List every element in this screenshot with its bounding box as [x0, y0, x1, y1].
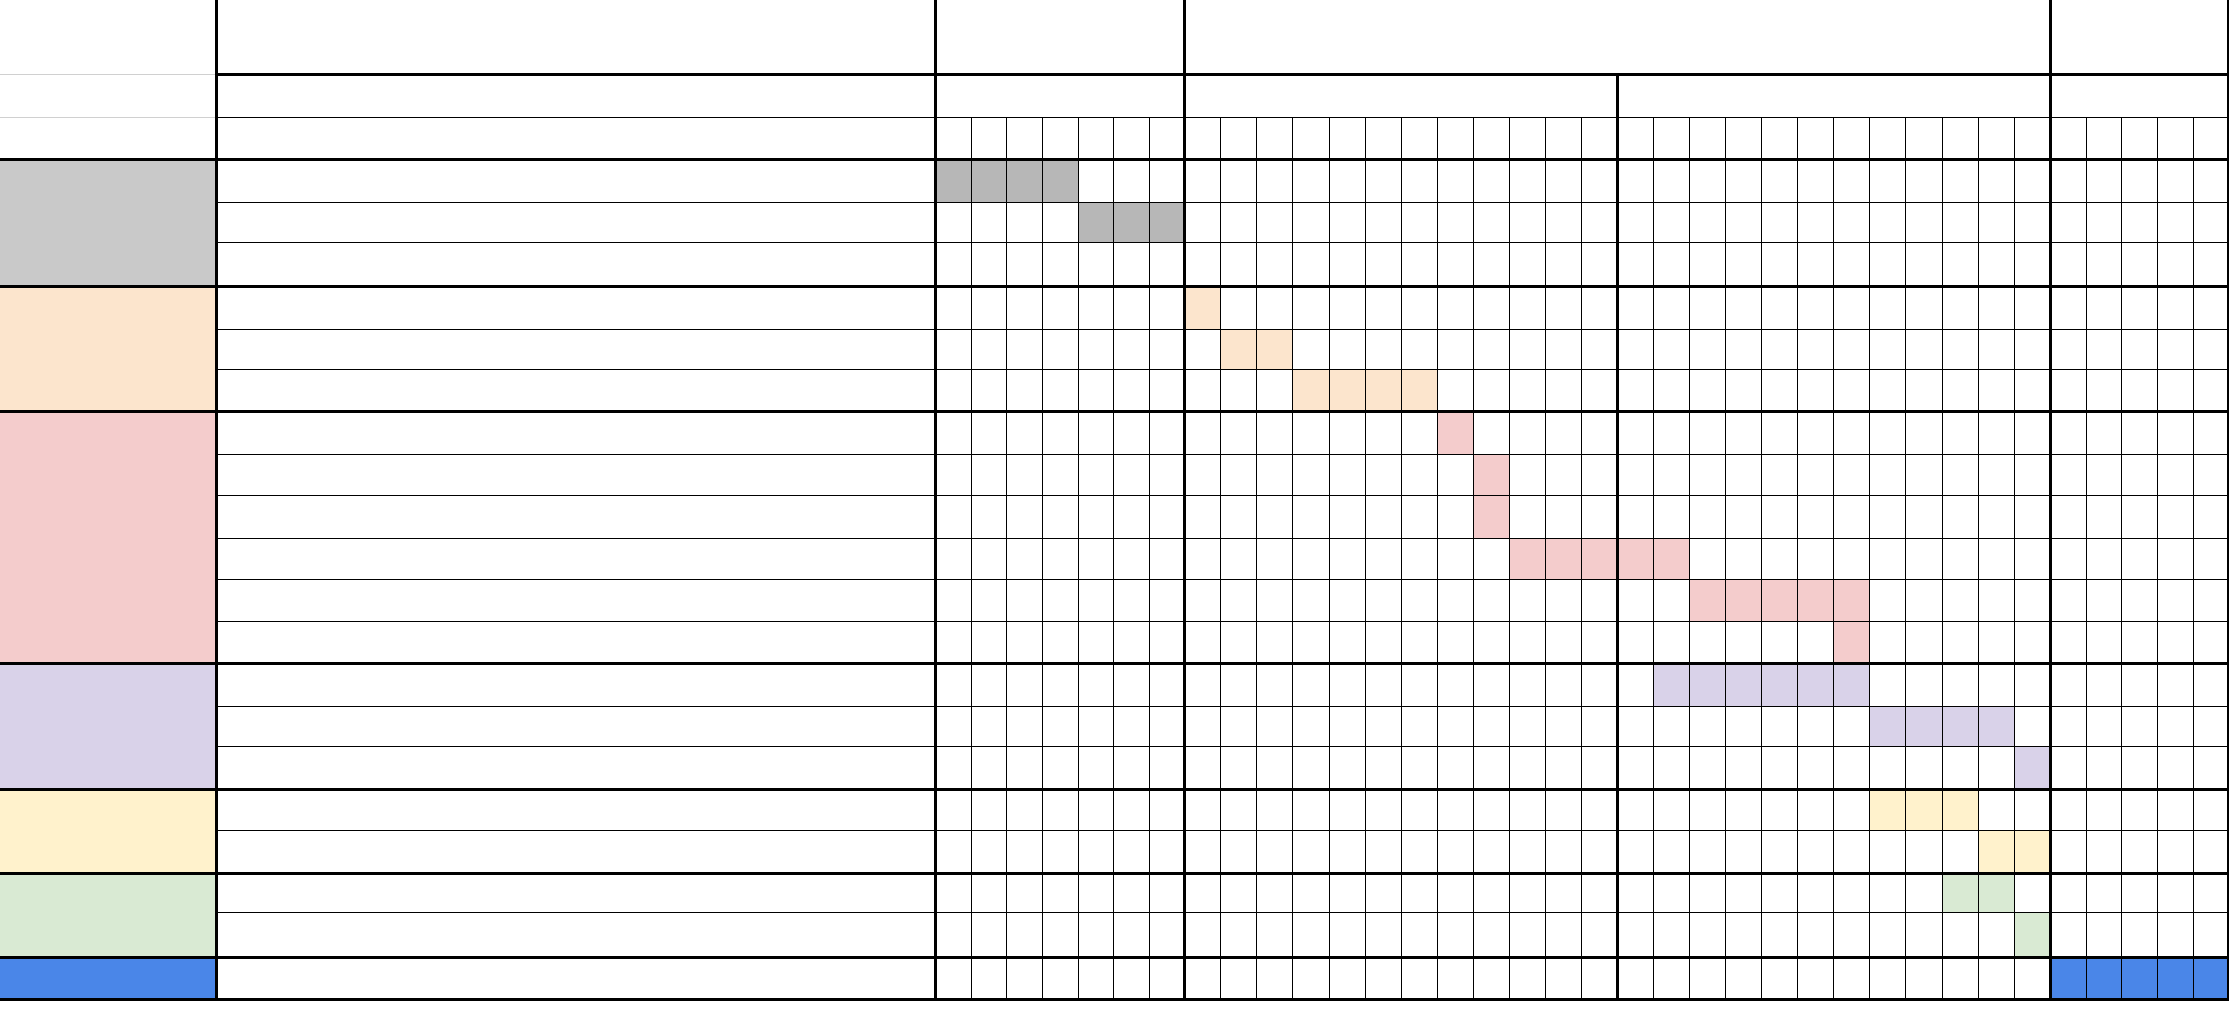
- gantt-bar: [1437, 411, 1473, 454]
- grid-line: [1437, 117, 1438, 999]
- grid-line: [2014, 117, 2015, 999]
- task-label: [216, 663, 935, 706]
- task-label: [216, 912, 935, 957]
- month-header: [1220, 117, 1256, 159]
- grid-line: [216, 117, 2229, 118]
- grid-line: [1006, 117, 1007, 999]
- month-header: [1545, 117, 1581, 159]
- grid-line: [1473, 117, 1474, 999]
- grid-line: [216, 830, 2229, 831]
- gantt-bar: [2014, 746, 2050, 789]
- task-label: [216, 495, 935, 538]
- grid-line: [215, 0, 218, 999]
- grid-line: [216, 912, 2229, 913]
- task-label: [216, 873, 935, 912]
- task-label: [216, 746, 935, 789]
- gantt-bar: [2050, 957, 2229, 999]
- month-header: [1617, 117, 1653, 159]
- grid-line: [1149, 117, 1150, 999]
- month-header: [1473, 117, 1509, 159]
- grid-line: [971, 117, 972, 999]
- grid-line: [1042, 117, 1043, 999]
- grid-line: [1401, 117, 1402, 999]
- grid-line: [1581, 117, 1582, 999]
- period-explotacion: [2050, 0, 2229, 74]
- task-label: [216, 706, 935, 746]
- gantt-bar: [1078, 202, 1184, 242]
- grid-line: [216, 369, 2229, 370]
- grid-line: [216, 538, 2229, 539]
- task-label: [216, 789, 935, 830]
- grid-line: [2157, 117, 2158, 999]
- month-header: [2157, 117, 2193, 159]
- category-label-puesta: [0, 957, 216, 999]
- category-label-maquinaria: [0, 663, 216, 789]
- month-header: [935, 117, 971, 159]
- year-header: [2050, 74, 2229, 117]
- period-preinversion: [935, 0, 1184, 74]
- period-instalacion: [1184, 0, 2050, 74]
- month-header: [1978, 117, 2014, 159]
- grid-line: [2227, 0, 2229, 999]
- category-label-organizacion: [0, 286, 216, 411]
- year-header: [1617, 74, 2050, 117]
- grid-line: [216, 242, 2229, 243]
- year-label: [216, 74, 935, 117]
- month-header: [1113, 117, 1149, 159]
- month-header: [1905, 117, 1942, 159]
- grid-line: [1653, 117, 1654, 999]
- grid-line: [1761, 117, 1762, 999]
- grid-line: [1545, 117, 1546, 999]
- month-header: [2014, 117, 2050, 159]
- month-header: [1292, 117, 1329, 159]
- grid-line: [1978, 117, 1979, 999]
- gantt-bar: [1473, 495, 1509, 538]
- task-label: [216, 957, 935, 999]
- month-header: [1942, 117, 1978, 159]
- grid-line: [1689, 117, 1690, 999]
- task-label: [216, 286, 935, 329]
- month-header: [1581, 117, 1617, 159]
- gantt-bar: [1509, 538, 1689, 579]
- month-header: [1689, 117, 1725, 159]
- month-header: [1725, 117, 1761, 159]
- grid-line: [216, 746, 2229, 747]
- grid-line: [0, 410, 2229, 413]
- month-header: [1401, 117, 1437, 159]
- grid-line: [1292, 117, 1293, 999]
- grid-line: [0, 285, 2229, 288]
- gantt-bar: [1833, 621, 1869, 663]
- grid-line: [2086, 117, 2087, 999]
- grid-line: [0, 788, 2229, 791]
- grid-line: [1183, 0, 1186, 999]
- month-header: [1006, 117, 1042, 159]
- month-header: [1042, 117, 1078, 159]
- grid-line: [0, 74, 216, 75]
- grid-line: [216, 579, 2229, 580]
- month-label: [216, 117, 935, 159]
- category-label-personal: [0, 789, 216, 873]
- year-header: [935, 74, 1184, 117]
- task-label: [216, 411, 935, 454]
- month-header: [1078, 117, 1113, 159]
- grid-line: [0, 158, 2229, 161]
- month-header: [1797, 117, 1833, 159]
- grid-line: [0, 117, 216, 118]
- task-label: [216, 202, 935, 242]
- grid-line: [0, 662, 2229, 665]
- grid-line: [216, 73, 2229, 76]
- month-header: [1761, 117, 1797, 159]
- grid-line: [216, 621, 2229, 622]
- task-label: [216, 830, 935, 873]
- grid-line: [216, 202, 2229, 203]
- month-header: [1365, 117, 1401, 159]
- gantt-bar: [1869, 789, 1978, 830]
- task-label: [216, 369, 935, 411]
- grid-line: [1833, 117, 1834, 999]
- task-label: [216, 454, 935, 495]
- grid-line: [2193, 117, 2194, 999]
- grid-line: [2121, 117, 2122, 999]
- month-header: [2121, 117, 2157, 159]
- month-header: [971, 117, 1006, 159]
- grid-line: [216, 495, 2229, 496]
- month-header: [1869, 117, 1905, 159]
- grid-line: [1220, 117, 1221, 999]
- gantt-bar: [2014, 912, 2050, 957]
- task-label: [216, 329, 935, 369]
- month-header: [1509, 117, 1545, 159]
- grid-line: [1797, 117, 1798, 999]
- month-header: [2193, 117, 2229, 159]
- month-header: [2050, 117, 2086, 159]
- grid-line: [216, 329, 2229, 330]
- task-label: [216, 159, 935, 202]
- grid-line: [2049, 0, 2052, 999]
- task-label: [216, 579, 935, 621]
- grid-line: [1869, 117, 1870, 999]
- category-label-edificio: [0, 411, 216, 663]
- gantt-bar: [1689, 579, 1869, 621]
- task-label: [216, 621, 935, 663]
- grid-line: [1329, 117, 1330, 999]
- grid-line: [1942, 117, 1943, 999]
- month-header: [1833, 117, 1869, 159]
- task-label: [216, 242, 935, 286]
- category-label-evaluacion: [0, 159, 216, 286]
- year-header: [1184, 74, 1617, 117]
- task-label: [216, 538, 935, 579]
- grid-line: [216, 706, 2229, 707]
- grid-line: [934, 0, 937, 999]
- grid-line: [0, 872, 2229, 875]
- month-header: [1437, 117, 1473, 159]
- month-header: [1256, 117, 1292, 159]
- grid-line: [1078, 117, 1079, 999]
- grid-line: [1509, 117, 1510, 999]
- grid-line: [0, 998, 2229, 1001]
- grid-line: [1616, 74, 1619, 999]
- month-header: [2086, 117, 2121, 159]
- gantt-bar: [1473, 454, 1509, 495]
- grid-line: [0, 956, 2229, 959]
- grid-line: [1905, 117, 1906, 999]
- grid-line: [1725, 117, 1726, 999]
- month-header: [1149, 117, 1184, 159]
- grid-line: [216, 454, 2229, 455]
- grid-line: [1365, 117, 1366, 999]
- category-label-mercaderia: [0, 873, 216, 957]
- grid-line: [1113, 117, 1114, 999]
- month-header: [1329, 117, 1365, 159]
- month-header: [1653, 117, 1689, 159]
- grid-line: [1256, 117, 1257, 999]
- gantt-bar: [1184, 286, 1220, 329]
- month-header: [1184, 117, 1220, 159]
